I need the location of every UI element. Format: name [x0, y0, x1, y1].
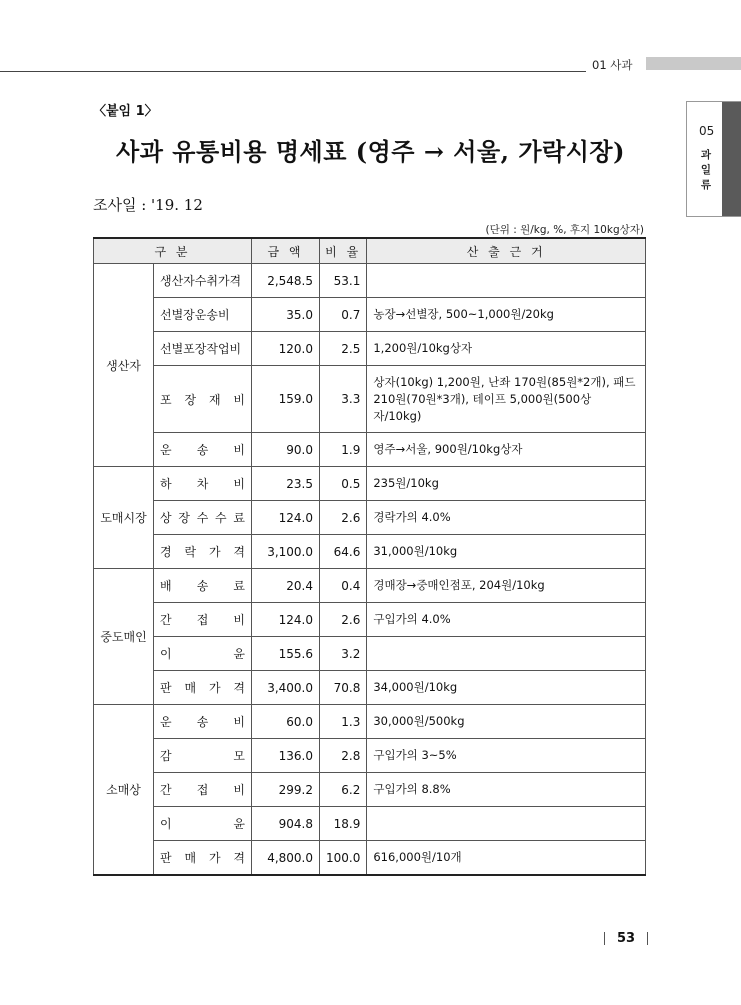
item-label: 판 매 가 격 — [160, 681, 245, 695]
table-row — [94, 467, 646, 501]
table-row — [94, 433, 646, 467]
ratio-cell: 18.9 — [320, 807, 367, 841]
basis-cell: 1,200원/10kg상자 — [367, 332, 646, 366]
ratio-cell: 6.2 — [320, 773, 367, 807]
amount-cell: 90.0 — [252, 433, 320, 467]
amount-cell: 124.0 — [252, 603, 320, 637]
basis-cell: 영주→서울, 900원/10kg상자 — [367, 433, 646, 467]
running-header: 01 사과 — [592, 58, 633, 72]
ratio-cell: 2.5 — [320, 332, 367, 366]
table-row — [94, 773, 646, 807]
chapter-number: 05 — [699, 124, 715, 138]
amount-cell: 124.0 — [252, 501, 320, 535]
item-cell — [154, 433, 252, 467]
item-label: 경 락 가 격 — [160, 545, 245, 559]
table-row — [94, 739, 646, 773]
page-title: 사과 유통비용 명세표 (영주 → 서울, 가락시장) — [116, 137, 625, 166]
group-label: 생산자 — [94, 264, 154, 467]
basis-cell: 경매장→중매인점포, 204원/10kg — [367, 569, 646, 603]
basis-cell: 구입가의 3~5% — [367, 739, 646, 773]
item-label: 포 장 재 비 — [160, 392, 245, 407]
group-label: 소매상 — [94, 705, 154, 876]
basis-cell: 235원/10kg — [367, 467, 646, 501]
basis-cell: 경락가의 4.0% — [367, 501, 646, 535]
item-cell — [154, 807, 252, 841]
table-row — [94, 671, 646, 705]
ratio-cell: 2.6 — [320, 603, 367, 637]
table-row — [94, 535, 646, 569]
item-cell — [154, 671, 252, 705]
basis-cell — [367, 264, 646, 298]
table-row — [94, 332, 646, 366]
item-cell — [154, 739, 252, 773]
ratio-cell: 70.8 — [320, 671, 367, 705]
header-amount: 금 액 — [252, 238, 320, 264]
ratio-cell: 1.9 — [320, 433, 367, 467]
item-cell — [154, 535, 252, 569]
amount-cell: 136.0 — [252, 739, 320, 773]
group-label: 중도매인 — [94, 569, 154, 705]
item-cell — [154, 603, 252, 637]
amount-cell: 155.6 — [252, 637, 320, 671]
page-number: 53 — [617, 931, 636, 946]
ratio-cell: 0.4 — [320, 569, 367, 603]
item-label: 감 모 — [160, 749, 245, 763]
page-footer — [592, 931, 660, 946]
table-header-row — [94, 238, 646, 264]
table-row — [94, 603, 646, 637]
item-cell: 선별포장작업비 — [154, 332, 252, 366]
item-cell — [154, 773, 252, 807]
ratio-cell: 1.3 — [320, 705, 367, 739]
table-row — [94, 705, 646, 739]
table-row — [94, 298, 646, 332]
amount-cell: 159.0 — [252, 366, 320, 433]
amount-cell: 299.2 — [252, 773, 320, 807]
amount-cell: 60.0 — [252, 705, 320, 739]
ratio-cell: 3.3 — [320, 366, 367, 433]
basis-cell: 상자(10kg) 1,200원, 난좌 170원(85원*2개), 패드 210원(70원*3개), 테이프 5,000원(500상자/10kg) — [367, 366, 646, 433]
survey-date: 조사일 : '19. 12 — [93, 196, 203, 214]
basis-cell — [367, 807, 646, 841]
amount-cell: 3,400.0 — [252, 671, 320, 705]
amount-cell: 20.4 — [252, 569, 320, 603]
chapter-name: 과일류 — [700, 149, 712, 191]
basis-cell: 구입가의 4.0% — [367, 603, 646, 637]
header-ratio: 비 율 — [320, 238, 367, 264]
item-label: 배 송 료 — [160, 579, 245, 593]
table-row — [94, 366, 646, 433]
table-row — [94, 264, 646, 298]
table-row — [94, 807, 646, 841]
header-basis: 산 출 근 거 — [367, 238, 646, 264]
item-label: 상 장 수 수 료 — [160, 511, 245, 525]
ratio-cell: 100.0 — [320, 841, 367, 876]
basis-cell: 30,000원/500kg — [367, 705, 646, 739]
amount-cell: 23.5 — [252, 467, 320, 501]
amount-cell: 904.8 — [252, 807, 320, 841]
ratio-cell: 0.7 — [320, 298, 367, 332]
header-category: 구 분 — [94, 238, 252, 264]
unit-note: (단위 : 원/kg, %, 후지 10kg상자) — [485, 224, 644, 236]
item-cell: 생산자수취가격 — [154, 264, 252, 298]
ratio-cell: 53.1 — [320, 264, 367, 298]
item-label: 하 차 비 — [160, 477, 245, 491]
amount-cell: 4,800.0 — [252, 841, 320, 876]
item-cell — [154, 467, 252, 501]
item-cell — [154, 366, 252, 433]
ratio-cell: 3.2 — [320, 637, 367, 671]
header-rule — [0, 71, 586, 72]
group-label: 도매시장 — [94, 467, 154, 569]
table-row — [94, 569, 646, 603]
amount-cell: 35.0 — [252, 298, 320, 332]
item-label: 간 접 비 — [160, 613, 245, 627]
item-cell — [154, 705, 252, 739]
item-label: 운 송 비 — [160, 715, 245, 729]
item-cell — [154, 569, 252, 603]
item-label: 운 송 비 — [160, 443, 245, 457]
table-row — [94, 501, 646, 535]
amount-cell: 2,548.5 — [252, 264, 320, 298]
item-cell — [154, 841, 252, 876]
amount-cell: 3,100.0 — [252, 535, 320, 569]
basis-cell: 34,000원/10kg — [367, 671, 646, 705]
item-label: 간 접 비 — [160, 783, 245, 797]
item-cell — [154, 637, 252, 671]
appendix-label: 〈붙임 1〉 — [93, 104, 158, 119]
ratio-cell: 2.8 — [320, 739, 367, 773]
basis-cell — [367, 637, 646, 671]
table-row — [94, 637, 646, 671]
table-row — [94, 841, 646, 876]
cost-table — [93, 237, 646, 876]
item-label: 이 윤 — [160, 817, 245, 831]
basis-cell: 구입가의 8.8% — [367, 773, 646, 807]
basis-cell: 농장→선별장, 500~1,000원/20kg — [367, 298, 646, 332]
header-bar — [646, 57, 741, 70]
item-cell: 선별장운송비 — [154, 298, 252, 332]
amount-cell: 120.0 — [252, 332, 320, 366]
item-label: 판 매 가 격 — [160, 851, 245, 865]
item-label: 이 윤 — [160, 647, 245, 661]
ratio-cell: 2.6 — [320, 501, 367, 535]
ratio-cell: 0.5 — [320, 467, 367, 501]
basis-cell: 31,000원/10kg — [367, 535, 646, 569]
item-cell — [154, 501, 252, 535]
basis-cell: 616,000원/10개 — [367, 841, 646, 876]
ratio-cell: 64.6 — [320, 535, 367, 569]
